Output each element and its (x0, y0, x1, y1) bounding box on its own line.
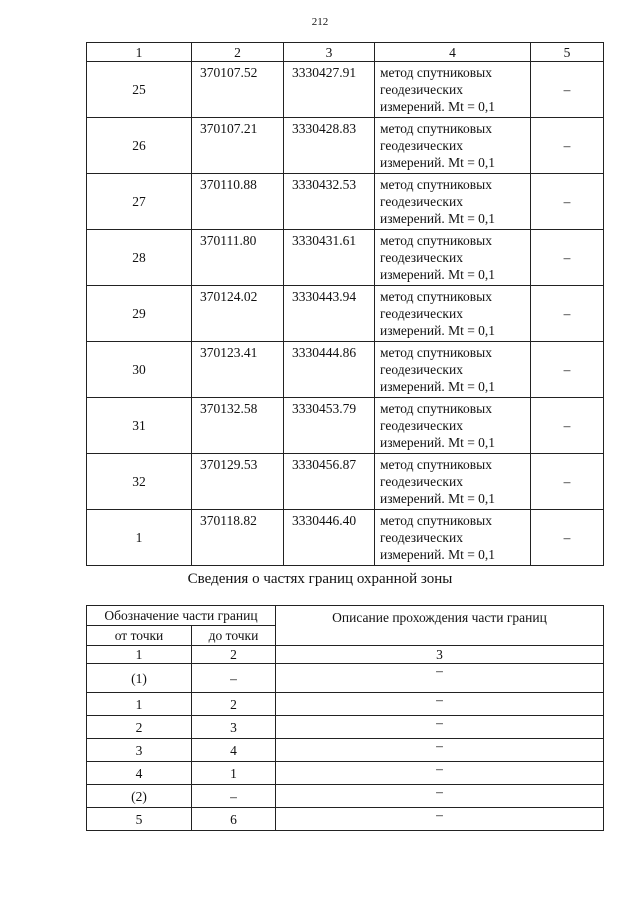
x-coordinate: 370107.21 (192, 118, 284, 174)
y-coordinate: 3330446.40 (284, 510, 375, 566)
table-row (87, 716, 604, 739)
part-description: – (276, 785, 604, 808)
method-line: измерений. Mt = 0,1 (380, 323, 496, 338)
method-line: метод спутниковых (380, 345, 492, 360)
coordinates-header-row (87, 43, 604, 62)
method-line: измерений. Mt = 0,1 (380, 547, 496, 562)
table-row (87, 808, 604, 831)
y-coordinate: 3330453.79 (284, 398, 375, 454)
part-description: – (276, 808, 604, 831)
table-row (87, 739, 604, 762)
from-point: 1 (87, 693, 192, 716)
from-point: (1) (87, 664, 192, 693)
y-coordinate: 3330444.86 (284, 342, 375, 398)
x-coordinate: 370123.41 (192, 342, 284, 398)
method-line: измерений. Mt = 0,1 (380, 379, 496, 394)
point-id: 25 (87, 62, 192, 118)
column-number-1: 1 (87, 646, 192, 664)
method-cell (375, 454, 531, 510)
table-row (87, 286, 604, 342)
to-point: 3 (192, 716, 276, 739)
method-line: геодезических (380, 530, 463, 545)
y-coordinate: 3330431.61 (284, 230, 375, 286)
table-row (87, 693, 604, 716)
method-line: метод спутниковых (380, 289, 492, 304)
method-line: геодезических (380, 362, 463, 377)
point-id: 28 (87, 230, 192, 286)
point-id: 32 (87, 454, 192, 510)
point-description: – (531, 62, 604, 118)
method-cell (375, 398, 531, 454)
to-point: 6 (192, 808, 276, 831)
method-line: измерений. Mt = 0,1 (380, 211, 496, 226)
method-line: геодезических (380, 82, 463, 97)
table-row (87, 454, 604, 510)
table-row (87, 398, 604, 454)
column-number-1: 1 (87, 43, 192, 62)
method-cell (375, 118, 531, 174)
y-coordinate: 3330427.91 (284, 62, 375, 118)
table-row (87, 230, 604, 286)
method-line: геодезических (380, 418, 463, 433)
header-group: Обозначение части границ (87, 606, 276, 626)
method-line: измерений. Mt = 0,1 (380, 491, 496, 506)
x-coordinate: 370124.02 (192, 286, 284, 342)
point-description: – (531, 230, 604, 286)
y-coordinate: 3330456.87 (284, 454, 375, 510)
method-line: измерений. Mt = 0,1 (380, 435, 496, 450)
table-row (87, 664, 604, 693)
x-coordinate: 370118.82 (192, 510, 284, 566)
part-description: – (276, 716, 604, 739)
x-coordinate: 370111.80 (192, 230, 284, 286)
method-cell (375, 230, 531, 286)
column-number-3: 3 (284, 43, 375, 62)
header-to-point: до точки (192, 626, 276, 646)
column-number-5: 5 (531, 43, 604, 62)
page-number: 212 (311, 16, 329, 28)
method-cell (375, 342, 531, 398)
section-title: Сведения о частях границ охранной зоны (187, 571, 453, 587)
method-line: геодезических (380, 306, 463, 321)
column-number-2: 2 (192, 646, 276, 664)
from-point: 2 (87, 716, 192, 739)
column-number-2: 2 (192, 43, 284, 62)
table-row (87, 785, 604, 808)
y-coordinate: 3330428.83 (284, 118, 375, 174)
table-row (87, 118, 604, 174)
point-id: 27 (87, 174, 192, 230)
point-description: – (531, 454, 604, 510)
to-point: 2 (192, 693, 276, 716)
method-line: метод спутниковых (380, 121, 492, 136)
coordinates-table (86, 42, 604, 566)
boundary-parts-table (86, 605, 604, 831)
from-point: 5 (87, 808, 192, 831)
method-line: метод спутниковых (380, 513, 492, 528)
table-row (87, 762, 604, 785)
from-point: 3 (87, 739, 192, 762)
parts-column-numbers-row (87, 646, 604, 664)
point-description: – (531, 118, 604, 174)
method-line: измерений. Mt = 0,1 (380, 155, 496, 170)
to-point: – (192, 664, 276, 693)
x-coordinate: 370132.58 (192, 398, 284, 454)
header-from-point: от точки (87, 626, 192, 646)
table-row (87, 510, 604, 566)
point-id: 26 (87, 118, 192, 174)
method-cell (375, 286, 531, 342)
method-line: метод спутниковых (380, 401, 492, 416)
point-id: 29 (87, 286, 192, 342)
method-line: метод спутниковых (380, 177, 492, 192)
method-line: измерений. Mt = 0,1 (380, 267, 496, 282)
x-coordinate: 370129.53 (192, 454, 284, 510)
method-cell (375, 510, 531, 566)
point-description: – (531, 510, 604, 566)
part-description: – (276, 739, 604, 762)
column-number-3: 3 (276, 646, 604, 664)
to-point: – (192, 785, 276, 808)
method-line: геодезических (380, 194, 463, 209)
method-line: метод спутниковых (380, 457, 492, 472)
method-line: геодезических (380, 250, 463, 265)
parts-header-row (87, 606, 604, 626)
from-point: 4 (87, 762, 192, 785)
y-coordinate: 3330432.53 (284, 174, 375, 230)
point-id: 1 (87, 510, 192, 566)
x-coordinate: 370110.88 (192, 174, 284, 230)
method-cell (375, 174, 531, 230)
table-row (87, 174, 604, 230)
point-description: – (531, 286, 604, 342)
to-point: 4 (192, 739, 276, 762)
from-point: (2) (87, 785, 192, 808)
method-line: метод спутниковых (380, 65, 492, 80)
method-cell (375, 62, 531, 118)
point-description: – (531, 174, 604, 230)
part-description: – (276, 664, 604, 693)
to-point: 1 (192, 762, 276, 785)
header-description: Описание прохождения части границ (276, 606, 604, 646)
point-description: – (531, 398, 604, 454)
method-line: измерений. Mt = 0,1 (380, 99, 496, 114)
part-description: – (276, 693, 604, 716)
point-id: 31 (87, 398, 192, 454)
column-number-4: 4 (375, 43, 531, 62)
y-coordinate: 3330443.94 (284, 286, 375, 342)
point-id: 30 (87, 342, 192, 398)
x-coordinate: 370107.52 (192, 62, 284, 118)
method-line: геодезических (380, 474, 463, 489)
table-row (87, 342, 604, 398)
method-line: геодезических (380, 138, 463, 153)
point-description: – (531, 342, 604, 398)
method-line: метод спутниковых (380, 233, 492, 248)
part-description: – (276, 762, 604, 785)
table-row (87, 62, 604, 118)
